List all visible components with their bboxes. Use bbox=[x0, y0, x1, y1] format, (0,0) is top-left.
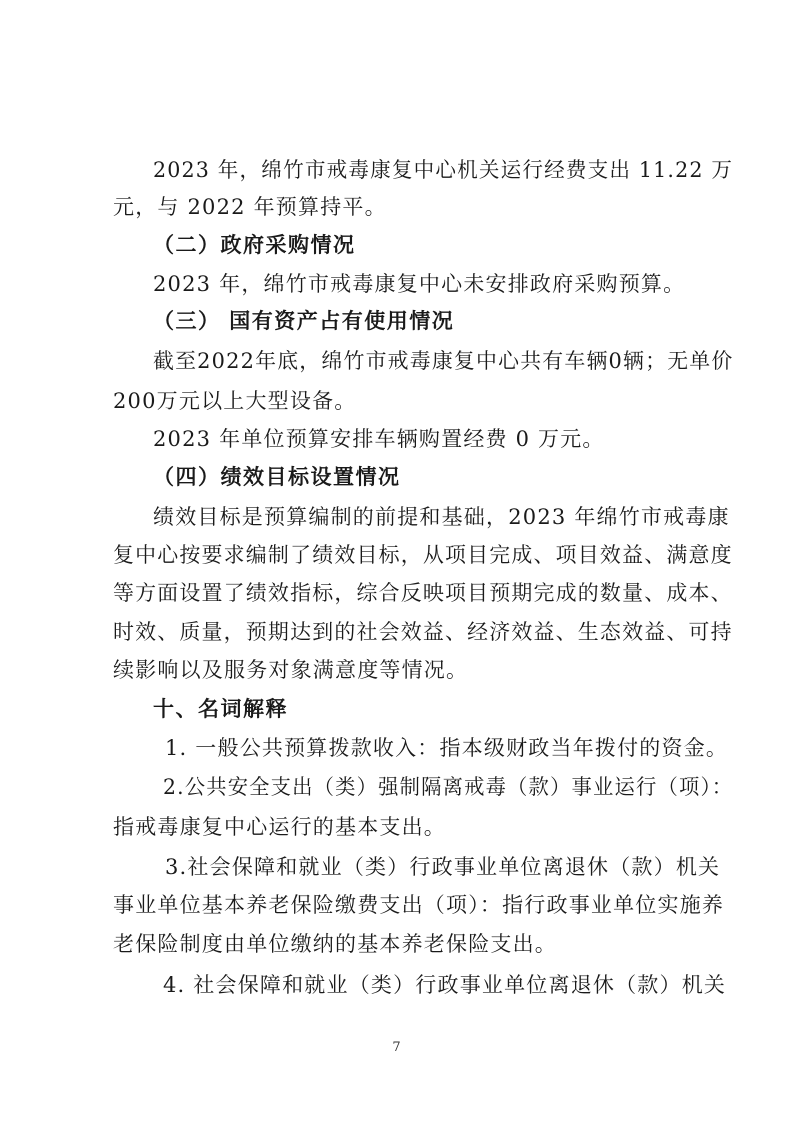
paragraph-line: 元，与 2022 年预算持平。 bbox=[113, 195, 387, 219]
paragraph-line: 2.公共安全支出（类）强制隔离戒毒（款）事业运行（项）： bbox=[163, 775, 734, 799]
paragraph-line: 2023 年单位预算安排车辆购置经费 0 万元。 bbox=[153, 427, 605, 451]
section-heading: （三） 国有资产占有使用情况 bbox=[153, 309, 455, 333]
paragraph-line: 等方面设置了绩效指标，综合反映项目预期完成的数量、成本、 bbox=[113, 581, 733, 605]
section-heading: 十、名词解释 bbox=[153, 697, 288, 721]
paragraph-line: 2023 年，绵竹市戒毒康复中心未安排政府采购预算。 bbox=[153, 272, 686, 296]
paragraph-line: 4. 社会保障和就业（类）行政事业单位离退休（款）机关 bbox=[163, 973, 727, 997]
section-heading: （二）政府采购情况 bbox=[153, 233, 356, 257]
paragraph-line: 绩效目标是预算编制的前提和基础，2023 年绵竹市戒毒康 bbox=[153, 505, 730, 529]
paragraph-line: 时效、质量，预期达到的社会效益、经济效益、生态效益、可持 bbox=[113, 620, 733, 644]
paragraph-line: 截至2022年底，绵竹市戒毒康复中心共有车辆0辆；无单价 bbox=[153, 349, 734, 373]
paragraph-line: 复中心按要求编制了绩效目标，从项目完成、项目效益、满意度 bbox=[113, 543, 733, 567]
paragraph-line: 200万元以上大型设备。 bbox=[113, 389, 357, 413]
paragraph-line: 事业单位基本养老保险缴费支出（项）：指行政事业单位实施养 bbox=[113, 893, 725, 917]
page-number: 7 bbox=[392, 1040, 401, 1055]
paragraph-line: 2023 年，绵竹市戒毒康复中心机关运行经费支出 11.22 万 bbox=[153, 158, 734, 182]
section-heading: （四）绩效目标设置情况 bbox=[153, 465, 401, 489]
paragraph-line: 指戒毒康复中心运行的基本支出。 bbox=[113, 815, 446, 839]
paragraph-line: 3.社会保障和就业（类）行政事业单位离退休（款）机关 bbox=[165, 855, 721, 879]
paragraph-line: 老保险制度由单位缴纳的基本养老保险支出。 bbox=[113, 932, 557, 956]
paragraph-line: 1. 一般公共预算拨款收入：指本级财政当年拨付的资金。 bbox=[165, 736, 729, 760]
paragraph-line: 续影响以及服务对象满意度等情况。 bbox=[113, 658, 469, 682]
